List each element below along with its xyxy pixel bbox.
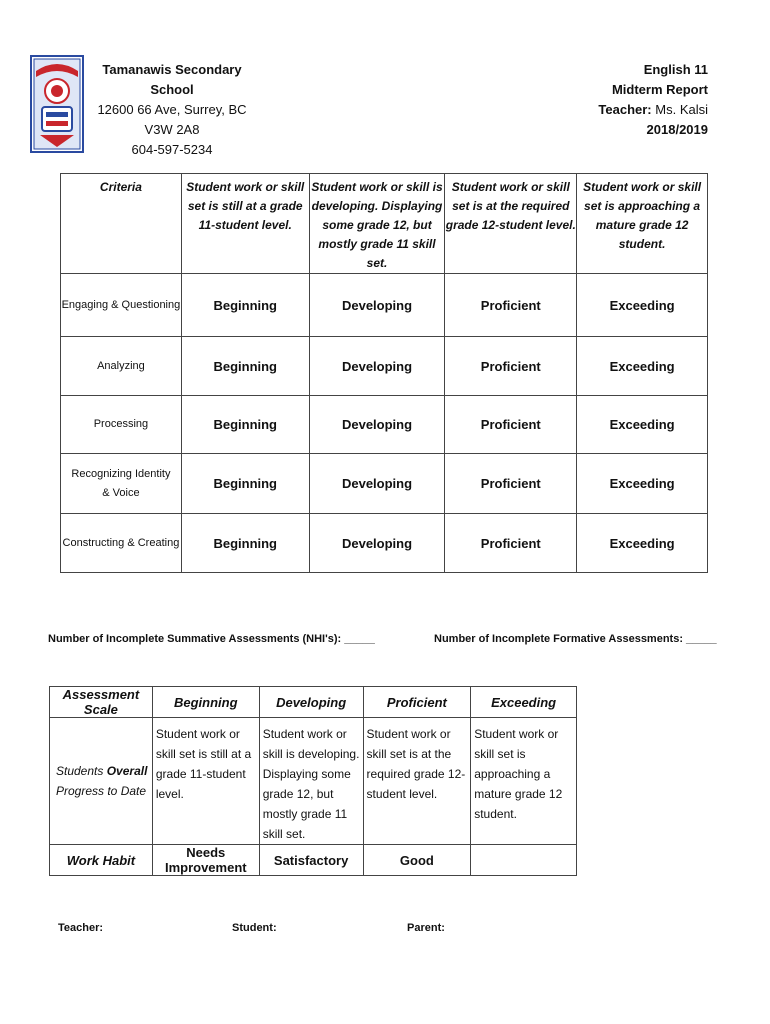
level-cell[interactable]: Proficient [445, 454, 577, 514]
level-cell[interactable]: Beginning [181, 396, 309, 454]
table-row [61, 337, 708, 396]
level-cell[interactable]: Exceeding [577, 454, 708, 514]
level-cell[interactable]: Proficient [445, 274, 577, 337]
teacher-signature-label[interactable]: Teacher: [58, 922, 104, 934]
table-row [61, 396, 708, 454]
work-habit-option[interactable]: Needs Improvement [152, 845, 259, 876]
parent-signature-label[interactable]: Parent: [407, 922, 445, 934]
rubric-table [60, 173, 708, 573]
level-cell[interactable]: Beginning [181, 514, 309, 573]
formative-count-line[interactable]: Number of Incomplete Formative Assessments: _____ [434, 633, 717, 645]
level-cell[interactable]: Developing [309, 337, 445, 396]
assessment-scale-table [49, 686, 577, 876]
scale-level-proficient: Proficient [363, 687, 471, 718]
level-header-exceeding: Student work or skill set is approaching a mature grade 12 student. [577, 174, 708, 274]
scale-level-developing: Developing [259, 687, 363, 718]
table-row [61, 514, 708, 573]
assessment-scale-label: Assessment Scale [50, 687, 153, 718]
criterion-label: Constructing & Creating [61, 514, 182, 573]
overall-label-students: Students [56, 764, 104, 778]
scale-level-exceeding: Exceeding [471, 687, 577, 718]
criterion-label: Analyzing [61, 337, 182, 396]
criteria-header: Criteria [61, 174, 182, 274]
level-header-developing: Student work or skill is developing. Displaying some grade 12, but mostly grade 11 skill set. [309, 174, 445, 274]
overall-label-progress: Progress to Date [56, 784, 147, 798]
criterion-label: Engaging & Questioning [61, 274, 182, 337]
school-phone: 604-597-5234 [131, 142, 213, 157]
level-cell[interactable]: Beginning [181, 274, 309, 337]
level-cell[interactable]: Beginning [181, 337, 309, 396]
summative-count-line[interactable]: Number of Incomplete Summative Assessments (NHI's): _____ [48, 633, 375, 645]
scale-description[interactable]: Student work or skill set is approaching a mature grade 12 student. [471, 718, 577, 845]
teacher-name: Ms. Kalsi [655, 102, 708, 117]
level-header-beginning: Student work or skill set is still at a grade 11-student level. [181, 174, 309, 274]
scale-description[interactable]: Student work or skill set is at the required grade 12-student level. [363, 718, 471, 845]
work-habit-label: Work Habit [50, 845, 153, 876]
level-cell[interactable]: Developing [309, 514, 445, 573]
teacher-label: Teacher: [598, 102, 652, 117]
level-cell[interactable]: Beginning [181, 454, 309, 514]
level-cell[interactable]: Proficient [445, 396, 577, 454]
school-info [86, 60, 258, 160]
level-cell[interactable]: Exceeding [577, 514, 708, 573]
work-habit-option[interactable]: Good [363, 845, 471, 876]
level-cell[interactable]: Exceeding [577, 396, 708, 454]
level-cell[interactable]: Proficient [445, 514, 577, 573]
criterion-label: Recognizing Identity & Voice [61, 454, 182, 514]
level-cell[interactable]: Proficient [445, 337, 577, 396]
rubric-header-row [61, 174, 708, 274]
table-row [61, 454, 708, 514]
work-habit-option[interactable] [471, 845, 577, 876]
work-habit-option[interactable]: Satisfactory [259, 845, 363, 876]
school-name: Tamanawis Secondary School [102, 62, 242, 97]
overall-progress-row [50, 718, 577, 845]
school-address: 12600 66 Ave, Surrey, BC V3W 2A8 [97, 102, 247, 137]
level-cell[interactable]: Developing [309, 396, 445, 454]
school-crest-icon [30, 55, 84, 153]
overall-label-overall: Overall [106, 764, 148, 778]
scale-header-row [50, 687, 577, 718]
level-cell[interactable]: Exceeding [577, 337, 708, 396]
report-title: Midterm Report [611, 82, 708, 97]
teacher-line [598, 100, 708, 120]
course-name: English 11 [643, 62, 708, 77]
scale-description[interactable]: Student work or skill is developing. Displaying some grade 12, but mostly grade 11 skill set. [259, 718, 363, 845]
work-habit-row [50, 845, 577, 876]
level-header-proficient: Student work or skill set is at the required grade 12-student level. [445, 174, 577, 274]
scale-description[interactable]: Student work or skill set is still at a grade 11-student level. [152, 718, 259, 845]
criterion-label: Processing [61, 396, 182, 454]
student-signature-label[interactable]: Student: [232, 922, 277, 934]
level-cell[interactable]: Developing [309, 274, 445, 337]
level-cell[interactable]: Exceeding [577, 274, 708, 337]
level-cell[interactable]: Developing [309, 454, 445, 514]
scale-level-beginning: Beginning [152, 687, 259, 718]
table-row [61, 274, 708, 337]
overall-progress-label [50, 718, 153, 845]
school-year: 2018/2019 [646, 122, 708, 137]
course-info [598, 60, 708, 140]
